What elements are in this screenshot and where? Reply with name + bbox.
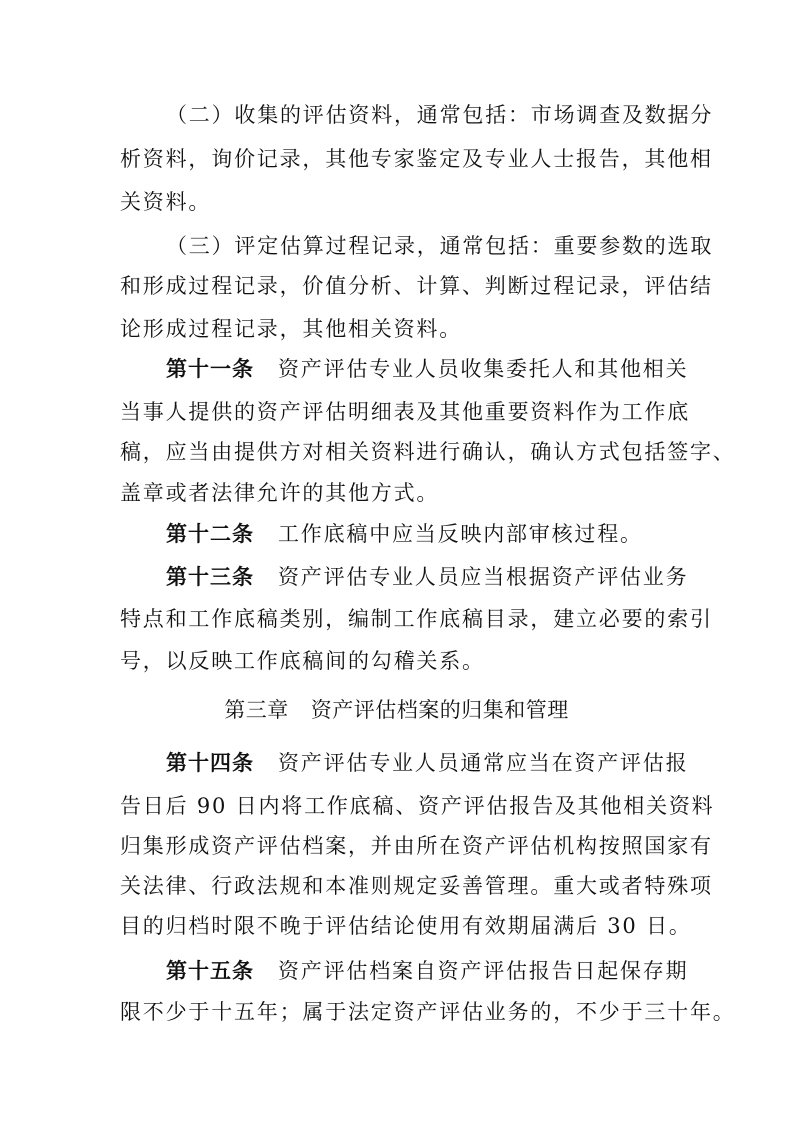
article-13-label: 第十三条 — [166, 564, 254, 589]
item-3-line-1: （三）评定估算过程记录，通常包括：重要参数的选取 — [166, 234, 714, 258]
article-12-label: 第十二条 — [166, 521, 254, 546]
article-13-line-3: 号，以反映工作底稿间的勾稽关系。 — [120, 649, 485, 673]
article-13-line-2: 特点和工作底稿类别，编制工作底稿目录，建立必要的索引 — [120, 607, 713, 631]
article-14-line-5: 目的归档时限不晚于评估结论使用有效期届满后 30 日。 — [120, 914, 692, 938]
article-13-line-1 — [166, 563, 689, 591]
article-12-text: 工作底稿中应当反映内部审核过程。 — [278, 522, 643, 546]
item-3-line-3: 论形成过程记录，其他相关资料。 — [120, 317, 462, 341]
item-2-line-3: 关资料。 — [120, 190, 212, 214]
article-14-label: 第十四条 — [166, 750, 254, 775]
article-11-text: 资产评估专业人员收集委托人和其他相关 — [278, 357, 689, 381]
article-15-text: 资产评估档案自资产评估报告日起保存期 — [278, 959, 689, 983]
article-11-line-1 — [166, 355, 689, 383]
article-13-text: 资产评估专业人员应当根据资产评估业务 — [278, 565, 689, 589]
article-11-label: 第十一条 — [166, 356, 254, 381]
chapter-number: 第三章 — [224, 698, 289, 722]
article-11-line-2: 当事人提供的资产评估明细表及其他重要资料作为工作底 — [120, 400, 690, 424]
article-15-line-2: 限不少于十五年；属于法定资产评估业务的，不少于三十年。 — [120, 1000, 736, 1024]
article-14-line-4: 关法律、行政法规和本准则规定妥善管理。重大或者特殊项 — [120, 874, 713, 898]
article-11-line-4: 盖章或者法律允许的其他方式。 — [120, 481, 440, 505]
chapter-heading — [0, 696, 793, 724]
article-14-line-3: 归集形成资产评估档案，并由所在资产评估机构按照国家有 — [120, 834, 713, 858]
article-14-text: 资产评估专业人员通常应当在资产评估报 — [278, 751, 689, 775]
chapter-title: 资产评估档案的归集和管理 — [310, 698, 569, 722]
article-14-line-2: 告日后 90 日内将工作底稿、资产评估报告及其他相关资料 — [120, 794, 715, 818]
item-2-line-1: （二）收集的评估资料，通常包括：市场调查及数据分 — [166, 103, 714, 127]
article-11-line-3: 稿，应当由提供方对相关资料进行确认，确认方式包括签字、 — [120, 440, 736, 464]
item-3-line-2: 和形成过程记录，价值分析、计算、判断过程记录，评估结 — [120, 274, 713, 298]
article-12-line-1 — [166, 520, 680, 548]
article-14-line-1 — [166, 749, 689, 777]
item-2-line-2: 析资料，询价记录，其他专家鉴定及专业人士报告，其他相 — [120, 147, 713, 171]
article-15-line-1 — [166, 957, 689, 985]
article-15-label: 第十五条 — [166, 958, 254, 983]
